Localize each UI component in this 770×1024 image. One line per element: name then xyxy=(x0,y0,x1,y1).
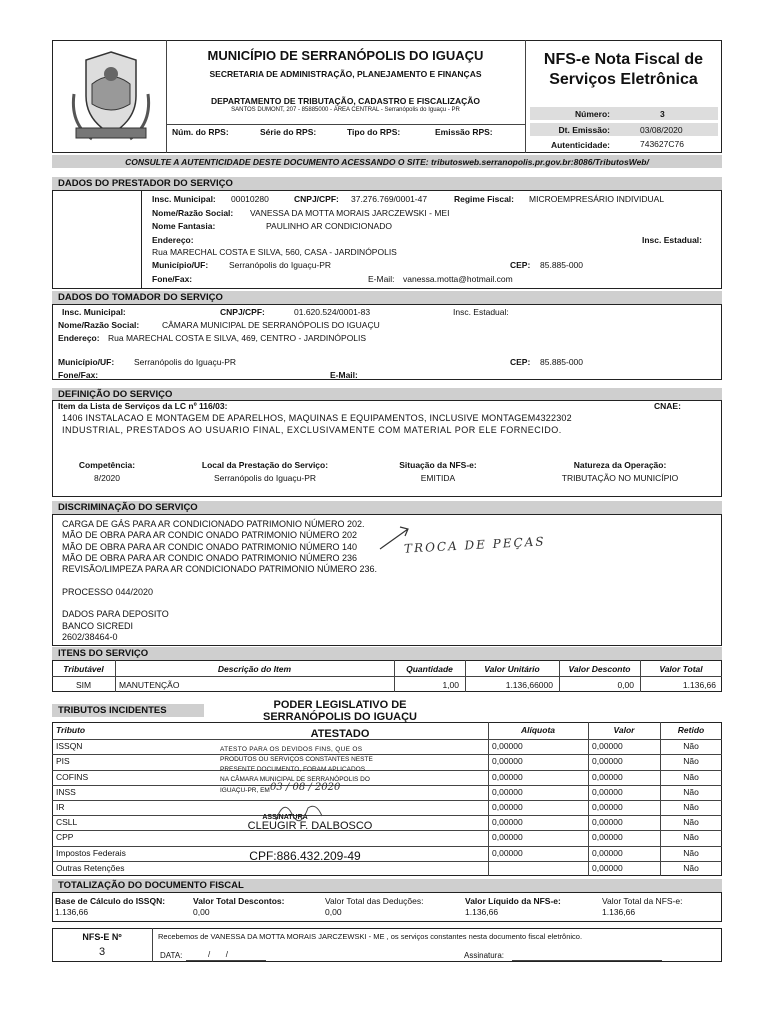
rps-emissao-label: Emissão RPS: xyxy=(435,127,493,137)
tributo-name: CSLL xyxy=(56,817,78,828)
tomador-cep: 85.885-000 xyxy=(540,357,584,367)
tributo-aliquota: 0,00000 xyxy=(492,741,523,752)
servico-desc-line1: 1406 INSTALACAO E MONTAGEM DE APARELHOS, MAQUINAS E EQUIPAMENTOS, INCLUSIVE MONTAGEM4322302 xyxy=(62,413,572,423)
tributo-name: Outras Retenções xyxy=(56,862,125,873)
tomador-fone-label: Fone/Fax: xyxy=(58,370,99,380)
tot-deduc: 0,00 xyxy=(325,907,342,917)
recibo-nfse-label: NFS-E Nº xyxy=(82,932,122,942)
prestador-endereco-label: Endereço: xyxy=(152,235,194,245)
stamp-assinatura: ASSINATURA xyxy=(262,814,308,821)
tributo-aliquota: 0,00000 xyxy=(492,771,523,782)
emissao-value: 03/08/2020 xyxy=(640,125,683,135)
stamp-body3: PRESENTE DOCUMENTO, FORAM APLICADOS xyxy=(220,766,366,773)
local-label: Local da Prestação do Serviço: xyxy=(201,460,329,470)
tributo-name: Impostos Federais xyxy=(56,847,126,858)
servico-cnae-label: CNAE: xyxy=(654,401,681,411)
tributos-header: Retido xyxy=(677,725,705,735)
tributo-valor: 0,00000 xyxy=(592,756,623,767)
itens-cell: 1,00 xyxy=(442,680,459,690)
tributo-valor: 0,00000 xyxy=(592,771,623,782)
stamp-signer-cpf: CPF:886.432.209-49 xyxy=(249,849,361,863)
signature-scribble-icon xyxy=(272,796,332,831)
itens-cell: MANUTENÇÃO xyxy=(119,680,180,690)
stamp-body4: NA CÂMARA MUNICIPAL DE SERRANÓPOLIS DO xyxy=(220,776,370,783)
numero-shade xyxy=(530,107,718,120)
tributo-valor: 0,00000 xyxy=(592,741,623,752)
tributo-retido: Não xyxy=(683,786,699,797)
discriminacao-line: PROCESSO 044/2020 xyxy=(62,586,154,597)
tributo-retido: Não xyxy=(683,832,699,843)
prestador-insc-mun-label: Insc. Municipal: xyxy=(152,194,216,204)
discriminacao-line: BANCO SICREDI xyxy=(62,620,134,631)
tomador-endereco-label: Endereço: xyxy=(58,333,100,343)
tributos-header: Tributo xyxy=(56,725,86,735)
tot-liquido: 1.136,66 xyxy=(465,907,499,917)
tomador-endereco: Rua MARECHAL COSTA E SILVA, 469, CENTRO - JARDINÓPOLIS xyxy=(108,333,367,343)
autent-value: 743627C76 xyxy=(640,139,684,149)
tomador-insc-mun-label: Insc. Municipal: xyxy=(62,307,126,317)
stamp-line2: SERRANÓPOLIS DO IGUAÇU xyxy=(262,711,417,723)
stamp-signer-name: CLEUGIR F. DALBOSCO xyxy=(247,820,373,832)
prestador-fantasia: PAULINHO AR CONDICIONADO xyxy=(266,221,392,231)
tomador-municipio-label: Município/UF: xyxy=(58,357,115,367)
prestador-insc-est-label: Insc. Estadual: xyxy=(642,235,702,245)
prestador-logo-box xyxy=(52,190,142,289)
prestador-email: vanessa.motta@hotmail.com xyxy=(403,274,513,284)
numero-value: 3 xyxy=(660,109,665,119)
tributo-valor: 0,00000 xyxy=(592,862,623,873)
recibo-text: Recebemos de VANESSA DA MOTTA MORAIS JARCZEWSKI - ME , os serviços constantes nesta documento fiscal eletrônico. xyxy=(158,932,583,941)
tributo-valor: 0,00000 xyxy=(592,847,623,858)
emissao-label: Dt. Emissão: xyxy=(558,125,610,135)
prestador-municipio-label: Município/UF: xyxy=(152,260,209,270)
consult-banner: CONSULTE A AUTENTICIDADE DESTE DOCUMENTO ACESSANDO O SITE: tributosweb.serranopolis.pr.gov.br:8086/TributosWeb/ xyxy=(125,157,649,167)
itens-header: Valor Unitário xyxy=(484,664,540,674)
discriminacao-line: REVISÃO/LIMPEZA PARA AR CONDICIONADO PATRIMONIO NÚMERO 236. xyxy=(62,564,378,575)
prestador-cnpj: 37.276.769/0001-47 xyxy=(351,194,428,204)
tributo-valor: 0,00000 xyxy=(592,817,623,828)
tributo-retido: Não xyxy=(683,847,699,858)
recibo-assinatura-line[interactable] xyxy=(512,960,662,961)
prestador-nome: VANESSA DA MOTTA MORAIS JARCZEWSKI - MEI xyxy=(250,208,450,218)
prestador-insc-mun: 00010280 xyxy=(231,194,269,204)
tributo-name: INSS xyxy=(56,786,76,797)
rps-num-label: Núm. do RPS: xyxy=(172,127,229,137)
tributo-retido: Não xyxy=(683,862,699,873)
tributo-aliquota: 0,00000 xyxy=(492,756,523,767)
tributo-aliquota: 0,00000 xyxy=(492,802,523,812)
tomador-cnpj-label: CNPJ/CPF: xyxy=(220,307,265,317)
tributo-aliquota: 0,00000 xyxy=(492,847,523,858)
department-address: SANTOS DUMONT, 207 - 85885000 - ÁREA CENTRAL - Serranópolis do Iguaçu - PR xyxy=(231,107,460,113)
document-title: NFS-e Nota Fiscal de Serviços Eletrônica xyxy=(543,51,704,88)
tributo-aliquota: 0,00000 xyxy=(492,832,523,843)
rps-tipo-label: Tipo do RPS: xyxy=(347,127,401,137)
department-title: DEPARTAMENTO DE TRIBUTAÇÃO, CADASTRO E FISCALIZAÇÃO xyxy=(210,96,480,106)
municipality-title: MUNICÍPIO DE SERRANÓPOLIS DO IGUAÇU xyxy=(207,48,484,63)
tomador-cnpj: 01.620.524/0001-83 xyxy=(294,307,371,317)
tomador-nome-label: Nome/Razão Social: xyxy=(58,320,140,330)
tot-deduc-label: Valor Total das Deduções: xyxy=(325,896,424,906)
tomador-nome: CÂMARA MUNICIPAL DE SERRANÓPOLIS DO IGUAÇU xyxy=(162,320,380,330)
stamp-body2: PRODUTOS OU SERVIÇOS CONSTANTES NESTE xyxy=(220,756,373,763)
prestador-fantasia-label: Nome Fantasia: xyxy=(152,221,216,231)
itens-header: Quantidade xyxy=(406,664,453,674)
recibo-assinatura-label: Assinatura: xyxy=(464,951,505,960)
prestador-section-title: DADOS DO PRESTADOR DO SERVIÇO xyxy=(52,177,722,190)
recibo-data-label: DATA: xyxy=(160,951,183,960)
discriminacao-line: MÃO DE OBRA PARA AR CONDIC ONADO PATRIMONIO NÚMERO 236 xyxy=(62,552,358,563)
natureza-label: Natureza da Operação: xyxy=(573,460,667,470)
tomador-cep-label: CEP: xyxy=(510,357,531,367)
tot-desc-label: Valor Total Descontos: xyxy=(193,896,285,906)
tributo-name: CPP xyxy=(56,832,74,843)
discriminacao-line: MÃO DE OBRA PARA AR CONDIC ONADO PATRIMONIO NÚMERO 140 xyxy=(62,541,358,552)
discriminacao-line: 2602/38464-0 xyxy=(62,632,118,642)
tot-base-label: Base de Cálculo do ISSQN: xyxy=(55,896,166,906)
numero-label: Número: xyxy=(575,109,610,119)
municipality-crest xyxy=(62,44,160,148)
recibo-data-slashes: / / xyxy=(208,950,229,959)
tot-total-label: Valor Total da NFS-e: xyxy=(602,896,683,906)
servico-desc-line2: INDUSTRIAL, PRESTADOS AO USUARIO FINAL, EXCLUSIVAMENTE COM MATERIAL POR ELE FORNECIDO. xyxy=(62,425,562,435)
tomador-municipio: Serranópolis do Iguaçu-PR xyxy=(134,357,237,367)
tributo-aliquota: 0,00000 xyxy=(492,817,523,828)
tributo-retido: Não xyxy=(683,817,699,828)
prestador-cnpj-label: CNPJ/CPF: xyxy=(294,194,339,204)
prestador-fone-label: Fone/Fax: xyxy=(152,274,193,284)
stamp-body1: ATESTO PARA OS DEVIDOS FINS, QUE OS xyxy=(220,746,363,753)
discriminacao-line: DADOS PARA DEPOSITO xyxy=(62,609,169,620)
situacao-label: Situação da NFS-e: xyxy=(399,460,477,470)
local-value: Serranópolis do Iguaçu-PR xyxy=(213,473,317,483)
stamp-body5: IGUAÇU-PR, EM xyxy=(220,787,270,794)
stamp-line1: PODER LEGISLATIVO DE xyxy=(273,699,407,711)
prestador-cep: 85.885-000 xyxy=(540,260,584,270)
itens-header: Valor Desconto xyxy=(568,664,631,674)
tot-desc: 0,00 xyxy=(193,907,210,917)
tomador-insc-est-label: Insc. Estadual: xyxy=(453,307,509,317)
prestador-municipio: Serranópolis do Iguaçu-PR xyxy=(229,260,332,270)
handwritten-troca-pecas: TROCA DE PEÇAS xyxy=(403,534,546,556)
tributo-retido: Não xyxy=(683,771,699,782)
rps-serie-label: Série do RPS: xyxy=(260,127,317,137)
itens-header: Valor Total xyxy=(659,664,703,674)
discriminacao-section-title: DISCRIMINAÇÃO DO SERVIÇO xyxy=(52,501,722,514)
tributos-section-title: TRIBUTOS INCIDENTES xyxy=(52,704,204,717)
stamp-line3: ATESTADO xyxy=(310,728,370,740)
tot-total: 1.136,66 xyxy=(602,907,636,917)
tributo-retido: Não xyxy=(683,802,699,812)
recibo-data-line[interactable] xyxy=(186,960,266,961)
autent-label: Autenticidade: xyxy=(550,140,610,150)
totalizacao-section-title: TOTALIZAÇÃO DO DOCUMENTO FISCAL xyxy=(52,879,722,892)
discriminacao-line: MÃO DE OBRA PARA AR CONDIC ONADO PATRIMONIO NÚMERO 202 xyxy=(62,530,358,541)
tributo-valor: 0,00000 xyxy=(592,832,623,843)
tributo-retido: Não xyxy=(683,741,699,752)
tomador-email-label: E-Mail: xyxy=(330,370,358,380)
servico-item-label: Item da Lista de Serviços da LC nº 116/03: xyxy=(58,401,228,411)
tributo-valor: 0,00000 xyxy=(592,786,623,797)
itens-section-title: ITENS DO SERVIÇO xyxy=(52,647,722,660)
prestador-nome-label: Nome/Razão Social: xyxy=(152,208,234,218)
itens-cell: 0,00 xyxy=(617,680,634,690)
tributo-valor: 0,00000 xyxy=(592,802,623,812)
tributos-header: Alíquota xyxy=(521,725,555,735)
secretariat-title: SECRETARIA DE ADMINISTRAÇÃO, PLANEJAMENTO E FINANÇAS xyxy=(209,69,482,79)
discriminacao-line: CARGA DE GÁS PARA AR CONDICIONADO PATRIMONIO NÚMERO 202. xyxy=(62,519,365,529)
competencia-label: Competência: xyxy=(78,460,136,470)
itens-cell: SIM xyxy=(75,680,92,690)
tributo-aliquota: 0,00000 xyxy=(492,786,523,797)
tributo-retido: Não xyxy=(683,756,699,767)
tomador-section-title: DADOS DO TOMADOR DO SERVIÇO xyxy=(52,291,722,304)
itens-header: Descrição do Item xyxy=(217,664,292,674)
natureza-value: TRIBUTAÇÃO NO MUNICÍPIO xyxy=(561,473,679,483)
tributos-header: Valor xyxy=(613,725,635,735)
prestador-regime-label: Regime Fiscal: xyxy=(454,194,514,204)
recibo-nfse-number: 3 xyxy=(98,946,106,958)
tot-base: 1.136,66 xyxy=(55,907,89,917)
handwritten-arrow-icon xyxy=(378,523,414,558)
tributo-name: COFINS xyxy=(56,771,89,782)
prestador-cep-label: CEP: xyxy=(510,260,531,270)
situacao-value: EMITIDA xyxy=(420,473,456,483)
tributo-name: IR xyxy=(56,802,65,812)
prestador-endereco: Rua MARECHAL COSTA E SILVA, 560, CASA - JARDINÓPOLIS xyxy=(152,247,397,257)
tributo-name: ISSQN xyxy=(56,741,83,752)
prestador-regime: MICROEMPRESÁRIO INDIVIDUAL xyxy=(529,194,665,204)
itens-cell: 1.136,66 xyxy=(682,680,716,690)
competencia-value: 8/2020 xyxy=(94,473,120,483)
itens-cell: 1.136,66000 xyxy=(505,680,553,690)
tributo-name: PIS xyxy=(56,756,70,767)
itens-header: Tributável xyxy=(63,664,104,674)
tot-liquido-label: Valor Líquido da NFS-e: xyxy=(465,896,561,906)
prestador-email-label: E-Mail: xyxy=(368,274,395,284)
servico-section-title: DEFINIÇÃO DO SERVIÇO xyxy=(52,388,722,401)
stamp-date-handwritten: 03 / 08 / 2020 xyxy=(270,782,341,793)
